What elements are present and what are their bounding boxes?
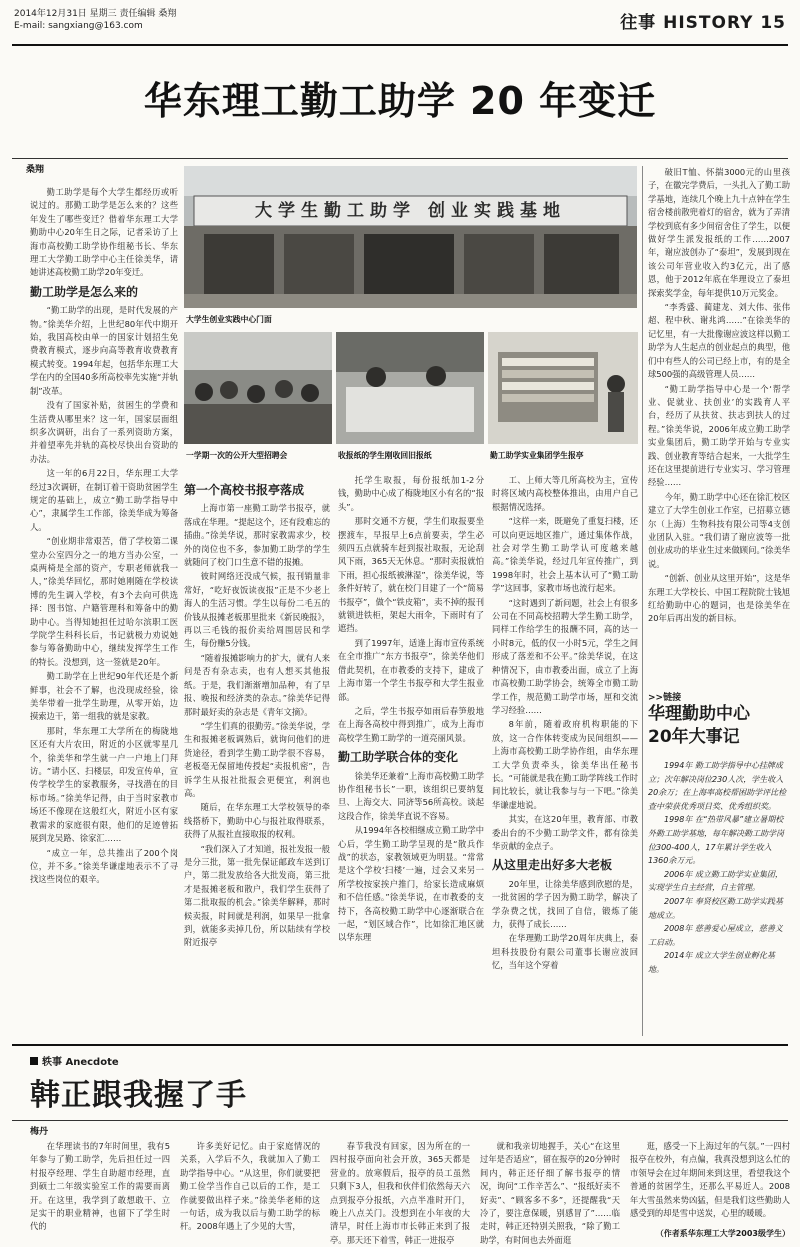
- photo-caption-newsstand: 勤工助学实业集团学生报亭: [490, 451, 584, 460]
- newsstand-photo: [488, 332, 638, 444]
- link-tag: >>链接: [648, 693, 682, 703]
- milestone-item: 1998年 在“热带风暴”建立暑期校外勤工助学基地，每年解决勤工助学岗位300-400人，17年累计学生收入1360余万元。: [648, 815, 784, 866]
- photo-caption-newspaper: 收报纸的学生刚收回旧报纸: [338, 451, 432, 460]
- paragraph: 春节我没有回家，因为所在的一四村报亭面向社会开放，365天都是营业的。放寒假后，报亭的员工虽然只剩下3人，但我和伙伴们依然每天六点到报亭分报纸，六点半准时开门，晚上八点关门。没想到在小年夜的大清早，时任上海市市长韩正来到了报亭。那天还下着雪，韩正一进报亭: [330, 1141, 470, 1245]
- anecdote-column-4: [480, 1140, 620, 1245]
- anecdote-headline: 韩正跟我握了手: [30, 1078, 247, 1113]
- anecdote-column-1: [30, 1140, 170, 1240]
- paragraph: 彼时网络还没成气候，报刊销量非常好，“吃好夜饭读夜报”正是不少老上海人的生活习惯。学生以每份二毛五的价钱从报摊老板那里批来《新民晚报》，再以三毛钱的报价卖给周围居民和学生，每份赚5分钱。: [184, 571, 330, 649]
- paragraph: “学生们真的很勤劳。”徐美华说，学生和报摊老板调熟后，就询问他们的进货途径，看到学生勤工助学很不容易，老板毫无保留地传授起“卖报机密”，告诉学生从报社批报会更便宜，利润也高。: [184, 720, 330, 798]
- paragraph: 在华理读书的7年时间里，我有5年参与了勤工助学，先后担任过一四村报亭经理、学生自助超市经理，直到硕士二年级实验室工作的需要而离开。在这里，我学到了敢想敢干、立足实干的职业精神，也留下了学生时代的: [30, 1141, 170, 1232]
- milestone-item: 1994年 勤工助学指导中心挂牌成立；次年解决岗位230人次，学生收入20余万；在上海率高校帮困助学评比检查中荣获优秀项目奖、优秀组织奖。: [648, 761, 787, 811]
- paragraph: “这样一来，既避免了重复扫楼，还可以向更远地区推广，通过集体作战，社会对学生勤工助学认可度越来越高。”徐美华说，经过几年宣传推广，到1998年时，社会上基本认可了“勤工助学”这回事，家教市场也流行起来。: [492, 516, 638, 594]
- paragraph: 逛，感受一下上海过年的气氛。”一四村报亭在校外，有点偏，我真没想到这么忙的市领导会在过年期间来到这里，看望我这个普通的贫困学生，还那么平易近人。2008年大雪虽然来势凶猛，但是我们这些勤助人感受到的却是雪中送炭，心里的暖暖。: [630, 1141, 790, 1219]
- paragraph: 在华理勤工助学20周年庆典上，泰坦科技股份有限公司董事长谢应波回忆，当年这个穿着: [492, 933, 638, 971]
- paragraph: 上海市第一座勤工助学书报亭，就落成在华理。“提起这个，还有段难忘的插曲。”徐美华说，那时家教需求少，校外的岗位也不多，参加勤工助学的学生就随问了校门口生意不错的报摊。: [184, 503, 330, 568]
- sidebar-title-line-1: 华理勤助中心: [648, 704, 750, 724]
- title-rule: [12, 158, 788, 159]
- anecdote-byline: 梅丹: [30, 1127, 49, 1137]
- paragraph: 工、上师大等几所高校为主，宣传时将区域内高校整体推出，由用户自己根据情况选择。: [492, 475, 638, 512]
- anecdote-signoff: （作者系华东理工大学2003级学生）: [655, 1229, 790, 1238]
- article-column-4: [492, 474, 638, 1036]
- paragraph: 这一年的6月22日，华东理工大学经过3次调研，在制订着干资助贫困学生规定的基础上，成立“勤工助学指导中心”，隶属学生工作部，徐美华成为筹备人。: [30, 468, 178, 532]
- header-rule: [12, 44, 788, 46]
- main-headline: 华东理工勤工助学 20 年变迁: [143, 79, 657, 123]
- milestone-item: 2007年 奉贤校区勤工助学实践基地成立。: [648, 896, 783, 920]
- anecdote-title-rule: [12, 1120, 788, 1121]
- article-column-5: [648, 166, 790, 624]
- newspaper-photo: [336, 332, 484, 444]
- paragraph: 没有了国家补贴，贫困生的学费和生活费从哪里来？这一年，国家层面组织多次调研，出台了一系列资助方案，并着望率先并轨的高校尽快出台资助的办法。: [30, 400, 178, 464]
- paragraph: 托学生取报，每份报纸加1-2分钱，勤助中心成了梅陇地区小有名的“报头”。: [338, 475, 484, 512]
- date-editor-line: 2014年12月31日 星期三 责任编辑 桑翔: [14, 9, 177, 19]
- paragraph: 从1994年各校相继成立勤工助学中心后，学生勤工助学呈现的是“散兵作战”的状态，家教领域更为明显。“常常是这个学校‘扫楼’一遍，过会又来另一所学校按家挨户推门，给家长造成麻烦和不信任感。”徐美华说，在市教委的支持下，各高校勤工助学中心逐渐联合在一起，“划区域合作”，比如徐汇地区就以华东理: [338, 825, 484, 943]
- paragraph: 其实，在这20年里，教育部、市教委出台的不少勤工助学文件，都有徐美华贡献的金点子。: [492, 814, 638, 851]
- newsstand-illustration: [488, 332, 638, 444]
- section-title: 往事 HISTORY 15: [620, 13, 786, 33]
- paragraph: 那时，华东理工大学所在的梅陇地区还有大片农田，附近的小区就零星几个，徐美华和学生就一户一户地上门拜访。“请小区、扫楼层，印发宣传单，宣传学校学生的家教服务，寻找潜在的目标市场。”徐美华记得，由于当时家教市场还不像现在这般红火，附近小区有家教需求的家庭很有限，他们的足迹曾拓展到龙吴路、徐家汇……: [30, 725, 178, 844]
- subhead-newsstand: 第一个高校书报亭落成: [184, 483, 305, 497]
- storefront-illustration: [184, 166, 637, 308]
- paragraph: “李秀盛、蔺建龙、刘大伟、张伟超、程中秋、谢兆鸿……”在徐美华的记忆里，有一大批像谢应波这样以勤工助学为人生起点的创业起点的典型，他们中有些人的公司已经上市，有的是全球500强的高级管理人员……: [648, 302, 790, 380]
- paragraph: 之后，学生书报亭如雨后春笋般地在上海各高校中得到推广，成为上海市高校学生勤工助学的一道亮丽风景。: [338, 705, 484, 743]
- job-fair-illustration: [184, 332, 332, 444]
- anecdote-column-3: [330, 1140, 470, 1245]
- paragraph: 8年前，随着政府机构职能的下放，这一合作体转变成为民间组织——上海市高校勤工助学协作组，由华东理工大学负责牵头，徐美华出任秘书长。“可能就是我在勤工助学阵线工作时间比较长，就让我参与与一下吧。”徐美华谦虚地说。: [492, 719, 638, 810]
- paragraph: 破旧T恤、怀揣3000元的山里孩子，在徽完学费后，一头扎入了勤工助学基地，连续几个晚上九十点钟在学生宿舍楼前散兜着灯的宿舍，就为了弄清学校到底有多少间宿舍住了学生，以便做好学生派发报纸的工作……2007年，谢应波创办了“泰坦”，发展到现在该公司年营业收入约3亿元，出了感恩，他于2012年底在华理设立了泰坦探索奖学金，每年提供10万元奖金。: [648, 167, 790, 298]
- paragraph: “随着报摊影响力的扩大，就有人来问是否有杂志卖，也有人想买其他报纸。于是，我们渐渐增加品种，有了早报、晚报和经济类的杂志。”徐美华记得那时最好卖的杂志是《青年文摘》。: [184, 652, 330, 717]
- paragraph: “我们深入了才知道，报社发报一般是分三批，第一批先保证邮政车送到订户，第二批发放给各大批发商，第三批才是报摊老板和散户，我们学生获得了第二批取报的机会。”徐美华解释，那时候卖报，时间就是利润，如果早一批拿到，就能多卖掉几份，所以陆续有学校附近报亭: [184, 843, 330, 948]
- square-bullet-icon: [30, 1057, 38, 1065]
- storefront-sign: 大学生勤工助学 创业实践基地: [255, 201, 566, 221]
- milestone-item: 2008年 慈善爱心屋成立，慈善义工启动。: [648, 924, 783, 947]
- masthead-info: [14, 8, 176, 32]
- anecdote-column-2: [180, 1140, 320, 1240]
- main-byline: 桑翔: [26, 165, 45, 175]
- anecdote-column-5: [630, 1140, 790, 1228]
- anecdote-tag-label: 轶事 Anecdote: [42, 1057, 119, 1068]
- article-column-2: [184, 474, 330, 1036]
- anecdote-rule: [12, 1044, 788, 1046]
- storefront-photo: [184, 166, 637, 308]
- job-fair-photo: [184, 332, 332, 444]
- milestone-item: 2014年 成立大学生创业孵化基地。: [648, 951, 775, 974]
- subhead-origin: 勤工助学是怎么来的: [30, 284, 139, 299]
- article-column-3: [338, 474, 484, 1036]
- paragraph: 就和我亲切地握手，关心“在这里过年是否适应”，留在报亭的20分钟时间内，韩正还仔细了解书报亭的情况，询问“工作辛苦么”、“报纸好卖不好卖”、“顾客多不多”，还提醒我“天冷了，要注意保暖，别感冒了”……临走时，韩正还特别关照我，“除了勤工助学，有时间也去外面逛: [480, 1141, 620, 1245]
- article-column-1: [30, 186, 178, 1036]
- newspaper-illustration: [336, 332, 484, 444]
- photo-caption-job-fair: 一学期一次的公开大型招聘会: [186, 451, 288, 460]
- milestone-item: 2006年 成立勤工助学实业集团，实现学生自主经营，自主管理。: [648, 869, 783, 893]
- column-divider: [642, 166, 643, 1036]
- paragraph: 今年，勤工助学中心还在徐汇校区建立了大学生创业工作室，已招募立德尔（上海）生物科技有限公司等4支创业团队入驻。“我们请了谢应波等一批创业成功的毕业生过来做顾问。”徐美华说。: [648, 491, 790, 569]
- milestones-sidebar: [648, 690, 790, 977]
- paragraph: “创新、创业从这里开始”，这是华东理工大学校长、中国工程院院士钱旭红给勤助中心的题词，也是徐美华在20年后再出发的新目标。: [648, 573, 790, 624]
- paragraph: 徐美华还兼着“上海市高校勤工助学协作组秘书长”一职，该组织已要纳复旦、上海交大、同济等56所高校。谈起这段合作，徐美华直说不容易。: [338, 770, 484, 821]
- photo-caption-storefront: 大学生创业实践中心门面: [186, 315, 272, 324]
- paragraph: “创业期非常艰苦，借了学校第二课堂办公室四分之一的地方当办公室，一桌两椅是全部的资产，专职老师就我一人，”徐美华回忆，那时她刚随在学校读博的先生调入学校，有3个去向可供选择：图书馆、户籍管理科和筹备中的勤助中心。当得知她担任过哈尔滨职工医学院学生科科长后，书记就极力劝说她参与筹备勤助中心，继续发挥学生工作的特长。没想到，这一签就是20年。: [30, 536, 178, 667]
- paragraph: 勤工助学在上世纪90年代还是个新鲜事，社会不了解，也没现成经验，徐美华带着一批学生助理，从零开始，边摸索边干，第一组我的就是家教。: [30, 671, 178, 722]
- paragraph: 随后，在华东理工大学校领导的牵线搭桥下，勤助中心与报社取得联系，获得了从报社直接取报的权利。: [184, 802, 330, 840]
- paragraph: “成立一年，总共推出了200个岗位，并不多。”徐美华谦虚地表示不了寻找这些岗位的艰辛。: [30, 847, 178, 885]
- paragraph: “勤工助学指导中心是一个‘帮学业、促就业、扶创业’的实践育人平台，经历了从扶贫、扶志到扶人的过程。”徐美华说，2006年成立勤工助学实业集团后，勤工助学开始与专业实践、创业教育等结合起来，一大批学生还在这里提前进行专业实习、学习管理经验……: [648, 383, 790, 488]
- paragraph: 许多美好记忆。由于家庭情况的关系，入学后不久，我就加入了勤工助学指导中心。“从这里，你们就要把勤工俭学当作自己以后的工作，是工作就要做出样子来。”徐美华老师的这一句话，成为我以后与勤工助学的标杆。2008年遇上了少见的大雪，: [180, 1141, 320, 1232]
- paragraph: 那时交通不方便，学生们取报要坐摆渡车，早报早上6点前要卖，学生必须四五点就骑车赶到报社取报，无论刮风下雨，365天无休息。“那时卖报就怕下雨，担心报纸被淋湿”，徐美华说，等条件好转了，就在校门目建了一个“简易书报亭”，做个“铁皮箱”，卖不掉的报刊就锁进铁柜，架起大雨伞，下雨时有了遮挡。: [338, 516, 484, 634]
- subhead-bosses: 从这里走出好多大老板: [492, 858, 613, 873]
- anecdote-tag: [30, 1053, 119, 1068]
- subhead-coalition: 勤工助学联合体的变化: [338, 750, 459, 765]
- paragraph: “勤工助学的出现，是时代发展的产物。”徐美华介绍，上世纪80年代中期开始，我国高校由单一的国家计划招生免费教育模式，逐步向高等教育收费教育模式转变。1994年起，包括华东理工大学在内的全国40多所高校率先实施“并轨制”改革。: [30, 305, 178, 396]
- intro-paragraph: 勤工助学是每个大学生都经历或听说过的。那勤工助学是怎么来的？这些年发生了哪些变迁？借着华东理工大学勤助中心20年生日之际，记者采访了上海市高校勤工助学协作组秘书长、华东理工大学勤工助学中心主任徐美华，请她讲述高校勤工助学20年变迁。: [30, 187, 178, 278]
- paragraph: 到了1997年，适逢上海市宣传系统在全市推广“东方书报亭”，徐美华他们借此契机，在市教委的支持下，建成了上海市第一个学生书报亭和大学生报业部。: [338, 637, 484, 702]
- paragraph: 20年里，让徐美华感到欣慰的是，一批贫困的学子因为勤工助学，解决了学杂费之忧，找回了自信，锻炼了能力，获得了成长……: [492, 878, 638, 929]
- paragraph: “这时遇到了新问题，社会上有很多公司在不同高校招聘大学生勤工助学，同样工作给学生的报酬不同，高的达一小时8元，低的仅一小时5元，学生之间形成了落差和不公平。”徐美华说，在这种情况下，由市教委出面，成立了上海市高校勤工助学协会，统筹全市勤工助学工作，规范勤工助学市场，厘和交流学习经验……: [492, 597, 638, 715]
- sidebar-title-line-2: 20年大事记: [648, 727, 740, 747]
- email-line: E-mail: sangxiang@163.com: [14, 21, 143, 31]
